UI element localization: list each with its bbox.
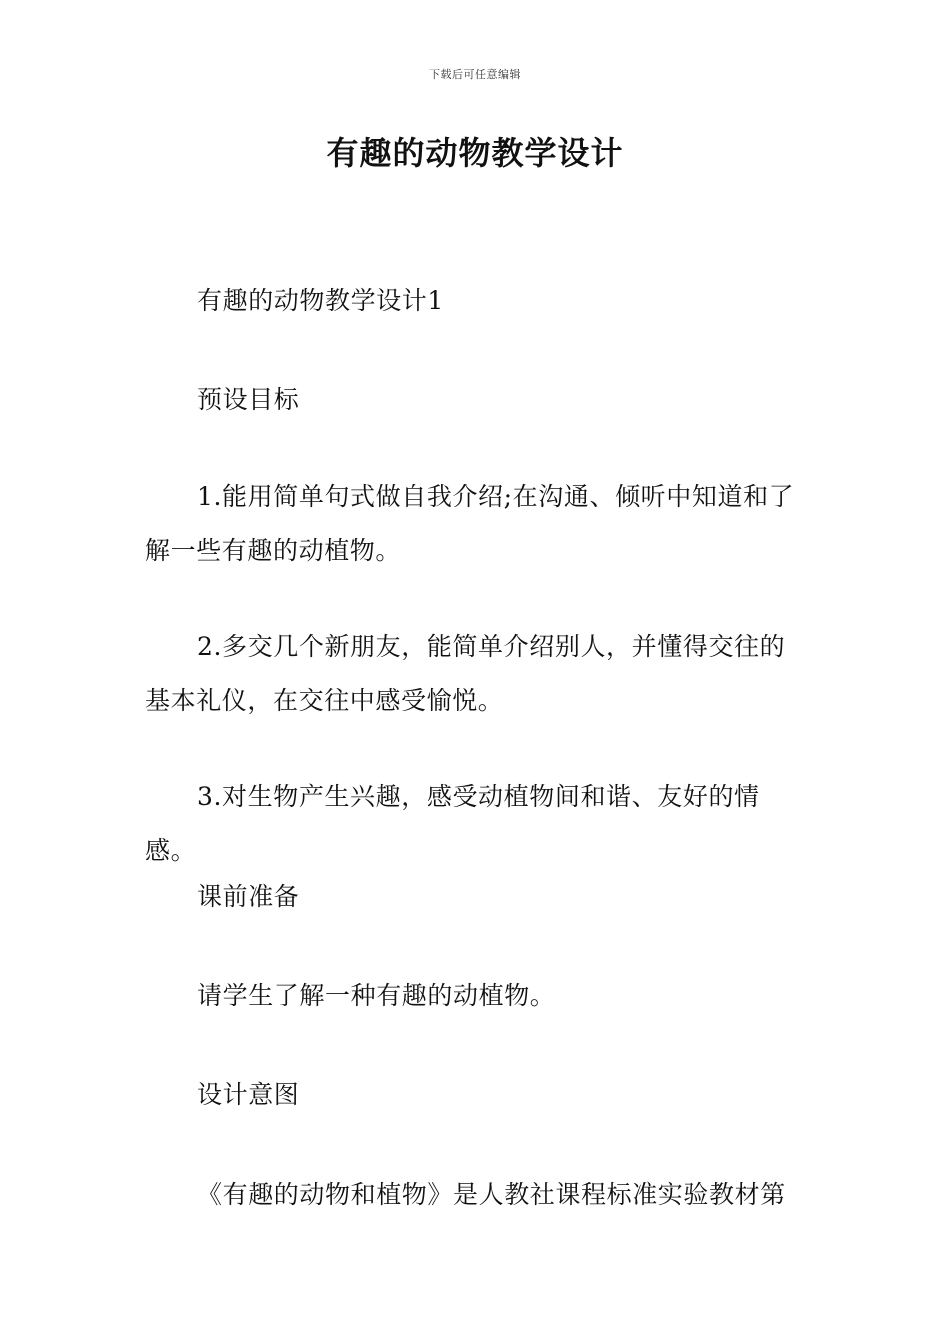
section-heading-goals: 预设目标	[197, 385, 300, 414]
download-note: 下载后可任意编辑	[429, 68, 521, 81]
preparation-text: 请学生了解一种有趣的动植物。	[197, 981, 556, 1010]
goal-item-3: 3.对生物产生兴趣，感受动植物间和谐、友好的情感。	[145, 782, 760, 865]
goal-item-2: 2.多交几个新朋友，能简单介绍别人，并懂得交往的基本礼仪，在交往中感受愉悦。	[145, 632, 786, 715]
section-heading-intent: 设计意图	[197, 1080, 300, 1109]
goal-item-1: 1.能用简单句式做自我介绍;在沟通、倾听中知道和了解一些有趣的动植物。	[145, 482, 795, 565]
section-heading-preparation: 课前准备	[197, 882, 300, 911]
section-heading-design-1: 有趣的动物教学设计1	[197, 286, 444, 315]
document-title: 有趣的动物教学设计	[326, 134, 624, 172]
intent-text: 《有趣的动物和植物》是人教社课程标准实验教材第	[197, 1180, 786, 1209]
